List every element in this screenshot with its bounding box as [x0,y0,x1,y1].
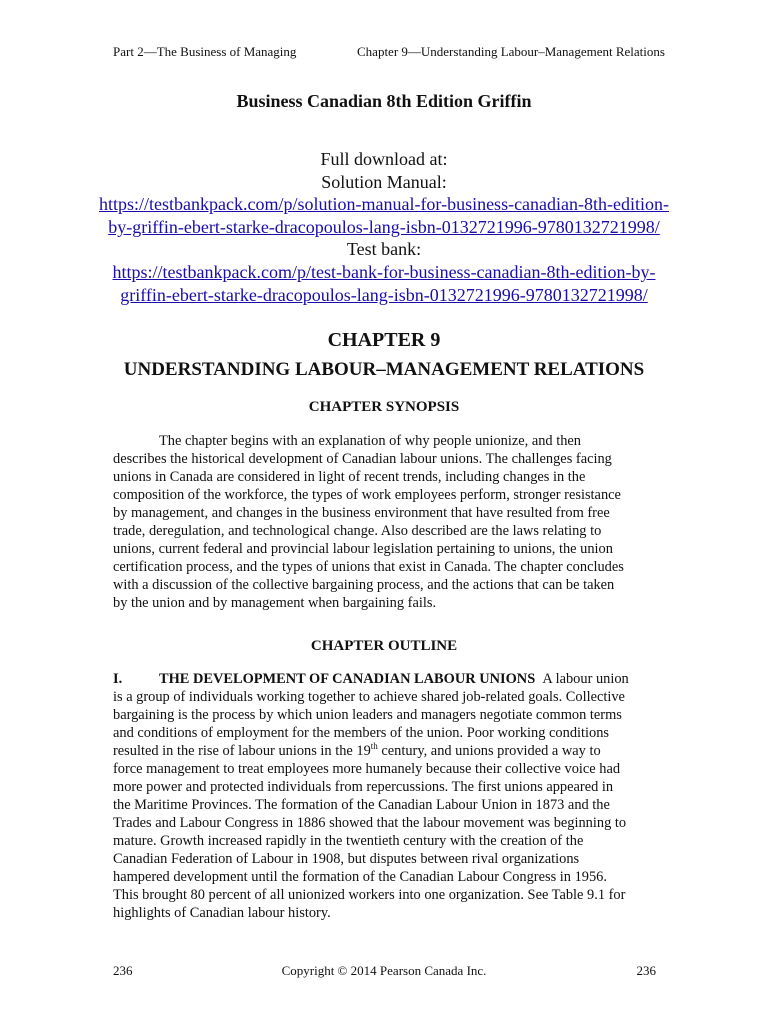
century-text-after: century, and unions provided a way to [377,743,601,759]
solution-manual-link-line-2[interactable]: by-griffin-ebert-starke-dracopoulos-lang-isbn-0132721996-9780132721998/ [108,216,660,237]
page-number-right: 236 [636,963,656,978]
synopsis-line: describes the historical development of Canadian labour unions. The challenges facing [113,451,612,467]
test-bank-link-line-1[interactable]: https://testbankpack.com/p/test-bank-for-business-canadian-8th-edition-by- [112,261,656,282]
section-line: force management to treat employees more humanely because their collective voice had [113,761,621,777]
running-header-right: Chapter 9—Understanding Labour–Management Relations [357,44,665,59]
section-line: is a group of individuals working together to achieve shared job-related goals. Collective [113,689,625,705]
section-line: more power and protected individuals from repercussions. The first unions appeared in [113,779,614,795]
test-bank-link-line-2[interactable]: griffin-ebert-starke-dracopoulos-lang-isbn-0132721996-9780132721998/ [120,284,648,305]
page-number-left: 236 [113,963,133,978]
outline-heading: CHAPTER OUTLINE [310,638,458,654]
chapter-title: UNDERSTANDING LABOUR–MANAGEMENT RELATIONS [123,359,645,380]
download-block [0,148,768,306]
synopsis-line: composition of the workforce, the types of work employees perform, stronger resistance [113,487,621,503]
century-text-before: resulted in the rise of labour unions in the 19 [113,743,371,759]
synopsis-line: trade, deregulation, and technological change. Also described are the laws relating to [113,523,602,539]
section-line: Canadian Federation of Labour in 1908, but disputes between rival organizations [113,851,580,867]
synopsis-line: unions in Canada are considered in light of recent trends, including changes in the [113,469,586,485]
section-line: hampered development until the formation of the Canadian Labour Congress in 1956. [113,869,607,885]
section-line: the Maritime Provinces. The formation of the Canadian Labour Union in 1873 and the [113,797,610,813]
section-line: Trades and Labour Congress in 1886 showed that the labour movement was beginning to [113,815,627,831]
section-line: This brought 80 percent of all unionized workers into one organization. See Table 9.1 for [113,887,626,903]
solution-manual-label: Solution Manual: [321,171,447,192]
section-line-rest: A labour union [542,671,629,687]
synopsis-line: by the union and by management when bargaining fails. [113,595,437,611]
synopsis-line: certification process, and the types of unions that exist in Canada. The chapter concludes [113,559,624,575]
section-line-century [113,742,653,760]
synopsis-heading: CHAPTER SYNOPSIS [308,399,460,415]
synopsis-line: by management, and changes in the business environment that have resulted from free [113,505,610,521]
synopsis-paragraph [113,432,653,612]
section-line: mature. Growth increased rapidly in the twentieth century with the creation of the [113,833,584,849]
synopsis-line: with a discussion of the collective bargaining process, and the actions that can be taken [113,577,615,593]
chapter-number: CHAPTER 9 [327,329,441,351]
section-line: and conditions of employment for the members of the union. Poor working conditions [113,725,609,741]
section-line: highlights of Canadian labour history. [113,905,331,921]
solution-manual-link-line-1[interactable]: https://testbankpack.com/p/solution-manual-for-business-canadian-8th-edition- [99,194,669,215]
test-bank-label: Test bank: [346,239,422,260]
section-line: bargaining is the process by which union leaders and managers negotiate common terms [113,707,622,723]
running-header-left: Part 2—The Business of Managing [113,44,297,59]
full-download-label: Full download at: [320,149,448,169]
century-superscript: th [370,741,378,752]
copyright-notice: Copyright © 2014 Pearson Canada Inc. [281,963,487,978]
section-number: I. [113,671,123,687]
section-paragraph [113,670,653,922]
document-title: Business Canadian 8th Edition Griffin [236,91,532,111]
section-title: THE DEVELOPMENT OF CANADIAN LABOUR UNIONS [159,671,536,687]
synopsis-line: unions, current federal and provincial labour legislation pertaining to unions, the union [113,541,613,557]
section-heading-line [113,670,653,688]
synopsis-line: The chapter begins with an explanation of why people unionize, and then [159,433,581,449]
